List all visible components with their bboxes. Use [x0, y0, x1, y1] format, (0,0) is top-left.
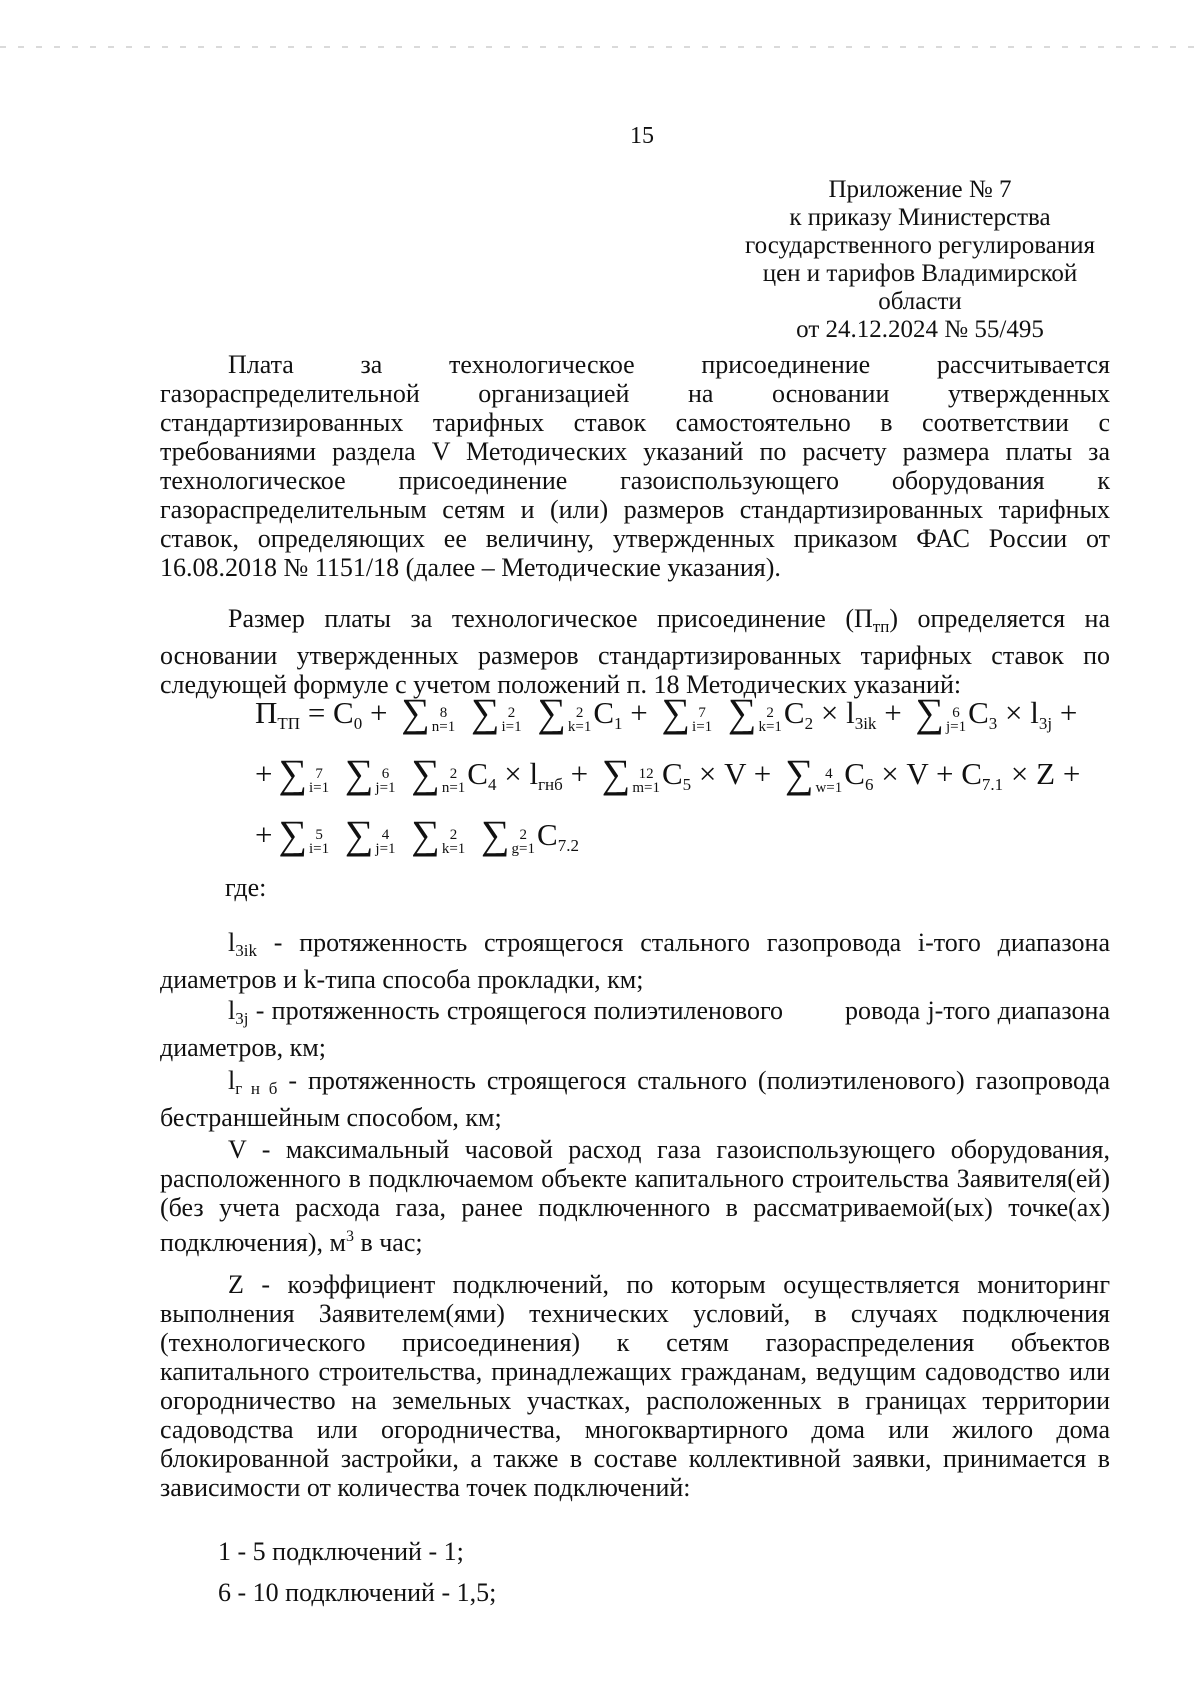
formula-line-3: + ∑ 5 i=1 ∑ 4 j=1 ∑ 2 k=1 ∑ 2 g=1 $С_{7.2}$ [255, 812, 579, 857]
appendix-line: от 24.12.2024 № 55/495 [796, 316, 1044, 343]
definition-l3ik: $l_{3ik}$ - протяженность строящегося стального газопровода i-того диапазона диаметров и k-типа способа прокладки, км; [160, 928, 1110, 994]
formula-line-2: + ∑ 7 i=1 ∑ 6 j=1 ∑ 2 n=1 $С_4 \times l_{гнб}$ + ∑ 12 m=1 $С_5 \times V$ + ∑ 4 w=1 $С_6 \times V + С_{7.1} \times Z$ + [255, 751, 1081, 796]
page-number: 15 [630, 123, 654, 149]
where-label: где: [225, 873, 267, 902]
paragraph-fee-size [160, 604, 1110, 699]
definition-z: Z - коэффициент подключений, по которым осуществляется мониторинг выполнения Заявителем(ями) технических условий, в случаях подключения (технологического присоединения) к сетям газораспределения объектов капитального строительства, принадлежащих гражданам, ведущим садоводство или огородничество на земельных участках, расположенных в границах территории садоводства или огородничества, многоквартирного дома или жилого дома блокированной застройки, а также в составе коллективной заявки, принимается в зависимости от количества точек подключений: [160, 1270, 1110, 1502]
paragraph-text: Плата за технологическое присоединение рассчитывается газораспределительной организацией на основании утвержденных стандартизированных тарифных ставок самостоятельно в соответствии с требованиями раздела V Методических указаний по расчету размера платы за технологическое присоединение газоиспользующего оборудования к газораспределительным сетям и (или) размеров стандартизированных тарифных ставок, определяющих ее величину, утвержденных приказом ФАС России от 16.08.2018 № 1151/18 (далее – Методические указания). [160, 350, 1110, 582]
definition-v: V - максимальный часовой расход газа газоиспользующего оборудования, расположенного в подключаемом объекте капитального строительства Заявителя(ей) (без учета расхода газа, ранее подключенного в рассматриваемой(ых) точке(ах) подключения), $м^3$ в час; [160, 1135, 1110, 1257]
appendix-line: Приложение № 7 [828, 176, 1012, 203]
scan-artifact-line [0, 46, 1200, 48]
paragraph-text: Размер платы за технологическое присоединение $(П_{тп})$ определяется на основании утвержденных размеров стандартизированных тарифных ставок по следующей формуле с учетом положений п. 18 Методических указаний: [160, 604, 1110, 699]
list-item: 1 - 5 подключений - 1; [218, 1537, 464, 1566]
list-item: 6 - 10 подключений - 1,5; [218, 1578, 497, 1607]
appendix-line: цен и тарифов Владимирской области [762, 260, 1078, 315]
definition-lgnb: $l_{г н б}$ - протяженность строящегося стального (полиэтиленового) газопровода бестраншейным способом, км; [160, 1066, 1110, 1132]
fee-formula [255, 688, 1115, 871]
paragraph-fee-calculation [160, 350, 1110, 582]
appendix-header [735, 176, 1105, 344]
definition-l3j: $l_{3j}$ - протяженность строящегося полиэтиленового ровода j-того диапазона диаметров, км; [160, 996, 1111, 1062]
formula-line-1: $П_{ТП} = С_0$ + ∑ 8 n=1 ∑ 2 i=1 ∑ 2 k=1 $С_1$ + ∑ 7 i=1 ∑ 2 k=1 $С_2 \times l_{3ik}$ + ∑ 6 j=1 $С_3 \times l_{3j}$ + [255, 690, 1078, 735]
appendix-line: к приказу Министерства [789, 204, 1051, 231]
appendix-line: государственного регулирования [744, 232, 1096, 259]
